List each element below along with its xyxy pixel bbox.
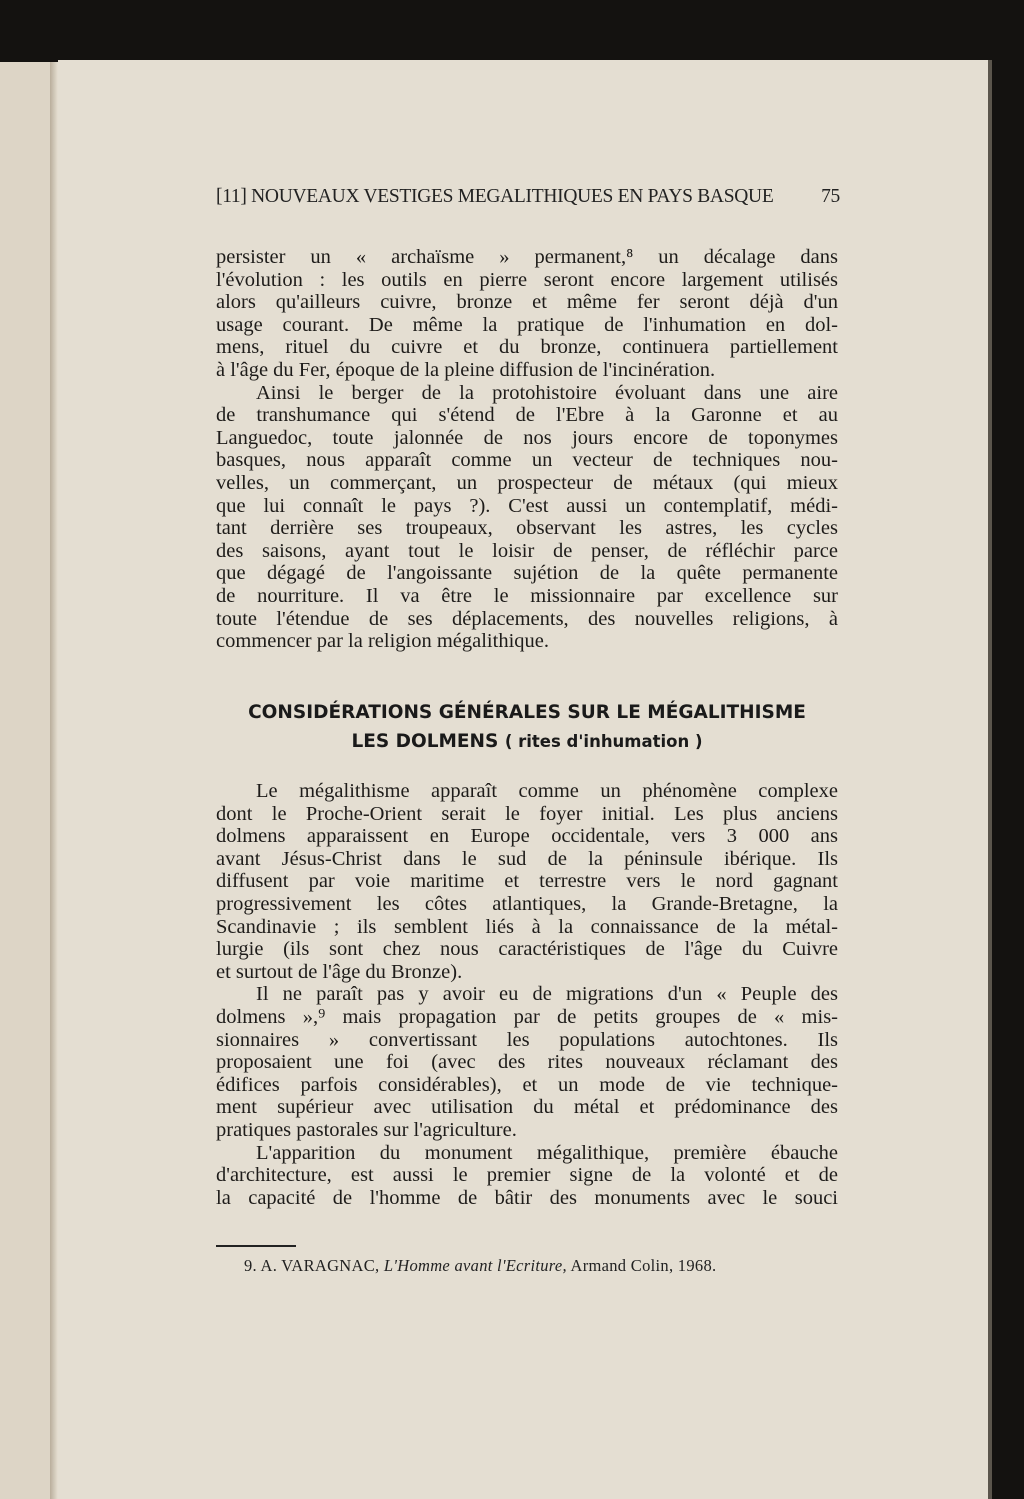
body-text-bottom [216, 780, 838, 1209]
text-line: des saisons, ayant tout le loisir de penser, de réfléchir parce [216, 539, 838, 562]
text-line: que dégagé de l'angoissante sujétion de la quête permanente [216, 562, 838, 585]
text-line: Scandinavie ; ils semblent liés à la connaissance de la métal- [216, 915, 838, 938]
heading-line-1: CONSIDÉRATIONS GÉNÉRALES SUR LE MÉGALITHISME [248, 702, 806, 723]
page-number: 75 [821, 186, 840, 207]
text-line: Le mégalithisme apparaît comme un phénomène complexe [256, 780, 838, 802]
heading-main: LES DOLMENS [351, 731, 499, 752]
text-line: velles, un commerçant, un prospecteur de métaux (qui mieux [216, 471, 838, 494]
text-line: diffusent par voie maritime et terrestre vers le nord gagnant [216, 870, 838, 893]
text-line: édifices parfois considérables), et un mode de vie technique- [216, 1073, 838, 1096]
text-line: basques, nous apparaît comme un vecteur de techniques nou- [216, 449, 838, 472]
text-line: dont le Proche-Orient serait le foyer initial. Les plus anciens [216, 802, 838, 825]
text-line: de nourriture. Il va être le missionnaire par excellence sur [216, 584, 838, 607]
body-text-top [216, 246, 838, 653]
text-line: pratiques pastorales sur l'agriculture. [216, 1118, 517, 1141]
footnote-author: A. VARAGNAC, [260, 1256, 380, 1275]
text-line: usage courant. De même la pratique de l'inhumation en dol- [216, 313, 838, 336]
footnote-title: L'Homme avant l'Ecriture, [383, 1256, 567, 1275]
text-line: à l'âge du Fer, époque de la pleine diffusion de l'incinération. [216, 358, 716, 381]
section-heading [216, 702, 838, 752]
text-line: lurgie (ils sont chez nous caractéristiques de l'âge du Cuivre [216, 938, 838, 961]
book-gutter [50, 62, 58, 1499]
text-line: ment supérieur avec utilisation du métal et prédominance des [216, 1096, 838, 1119]
text-line: Ainsi le berger de la protohistoire évoluant dans une aire [256, 381, 838, 404]
text-line: avant Jésus-Christ dans le sud de la péninsule ibérique. Ils [216, 847, 838, 870]
text-line: toute l'étendue de ses déplacements, des nouvelles religions, à [216, 607, 838, 630]
paragraph [216, 246, 838, 382]
footnote-rule [216, 1245, 296, 1247]
running-title: [11] NOUVEAUX VESTIGES MEGALITHIQUES EN PAYS BASQUE [216, 186, 774, 207]
facing-page-edge [0, 62, 54, 1499]
text-line: commencer par la religion mégalithique. [216, 630, 549, 653]
text-line: sionnaires » convertissant les populations autochtones. Ils [216, 1028, 838, 1051]
paragraph [216, 1142, 838, 1210]
text-line: dolmens »,⁹ mais propagation par de petits groupes de « mis- [216, 1005, 838, 1028]
text-line: L'apparition du monument mégalithique, première ébauche [256, 1141, 838, 1164]
footnote [244, 1256, 716, 1276]
text-line: Languedoc, toute jalonnée de nos jours encore de toponymes [216, 426, 838, 449]
heading-line-2 [216, 731, 838, 752]
text-line: l'évolution : les outils en pierre seront encore largement utilisés [216, 268, 838, 291]
text-line: persister un « archaïsme » permanent,⁸ un décalage dans [216, 246, 838, 268]
paragraph [216, 983, 838, 1141]
text-line: progressivement les côtes atlantiques, la Grande-Bretagne, la [216, 892, 838, 915]
text-line: dolmens apparaissent en Europe occidentale, vers 3 000 ans [216, 825, 838, 848]
text-line: la capacité de l'homme de bâtir des monuments avec le souci [216, 1186, 838, 1209]
footnote-publisher: Armand Colin, 1968. [570, 1256, 717, 1275]
text-line: mens, rituel du cuivre et du bronze, continuera partiellement [216, 336, 838, 359]
text-line: de transhumance qui s'étend de l'Ebre à la Garonne et au [216, 404, 838, 427]
text-line: alors qu'ailleurs cuivre, bronze et même fer seront déjà d'un [216, 291, 838, 314]
text-line: que lui connaît le pays ?). C'est aussi un contemplatif, médi- [216, 494, 838, 517]
text-line: tant derrière ses troupeaux, observant les astres, les cycles [216, 517, 838, 540]
text-line: Il ne paraît pas y avoir eu de migrations d'un « Peuple des [256, 983, 838, 1006]
paragraph [216, 382, 838, 653]
text-line: et surtout de l'âge du Bronze). [216, 960, 463, 983]
paragraph [216, 780, 838, 983]
text-line: proposaient une foi (avec des rites nouveaux réclamant des [216, 1051, 838, 1074]
text-line: d'architecture, est aussi le premier signe de la volonté et de [216, 1164, 838, 1187]
heading-sub: ( rites d'inhumation ) [504, 732, 703, 751]
footnote-number: 9. [244, 1256, 257, 1275]
running-header [216, 186, 840, 208]
